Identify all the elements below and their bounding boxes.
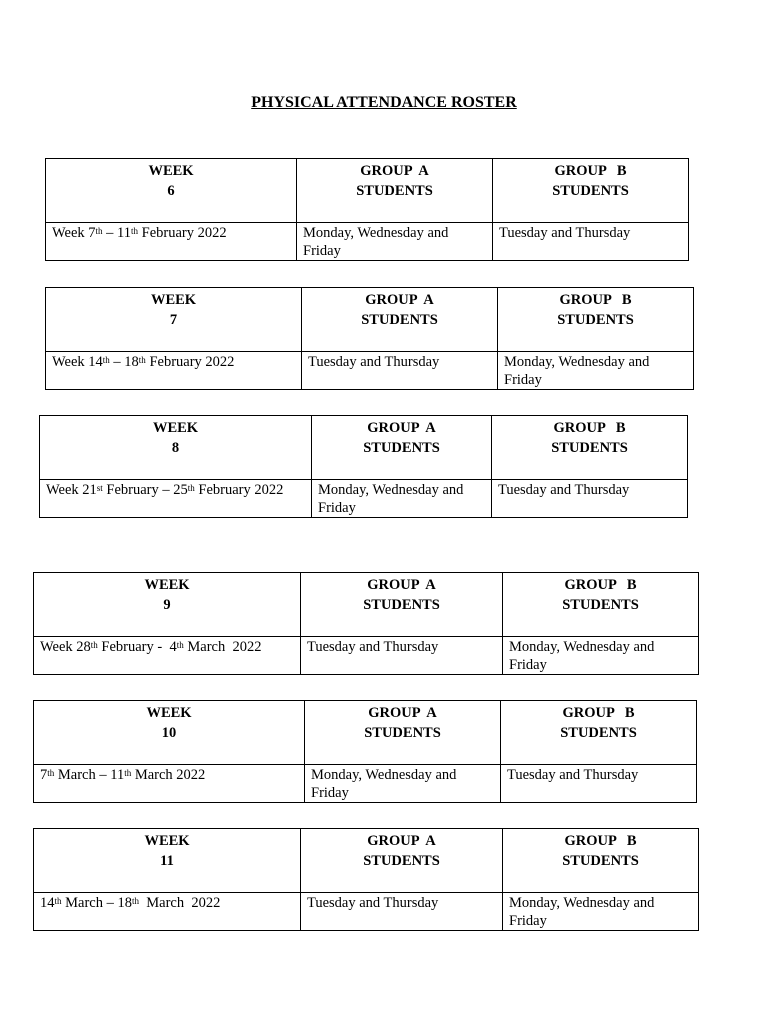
week-dates-cell: [46, 223, 297, 261]
header-row: [40, 416, 688, 480]
group-b-header-cell: [501, 701, 697, 765]
ordinal-suffix: th: [176, 640, 184, 650]
group-a-days-cell: Monday, Wednesday and Friday: [305, 765, 501, 803]
ordinal-suffix: st: [96, 483, 103, 493]
group-a-label: GROUP A: [365, 292, 434, 308]
week-header-cell: [46, 159, 297, 223]
header-row: [34, 573, 699, 637]
date-text: – 11: [102, 225, 132, 241]
group-b-header-cell: [492, 416, 688, 480]
page-title: PHYSICAL ATTENDANCE ROSTER: [251, 94, 517, 111]
week-header-cell: [34, 829, 301, 893]
group-a-header-cell: [312, 416, 492, 480]
ordinal-suffix: th: [131, 896, 139, 906]
date-text: March 2022: [139, 895, 221, 911]
week-number: 7: [169, 312, 178, 328]
group-b-header-cell: [503, 829, 699, 893]
group-b-days-cell: Monday, Wednesday and Friday: [503, 893, 699, 931]
schedule-row: [34, 765, 697, 803]
ordinal-suffix: th: [54, 896, 62, 906]
date-text: Week 21: [46, 482, 97, 498]
week-label: WEEK: [150, 292, 197, 308]
students-label: STUDENTS: [551, 440, 628, 456]
students-label: STUDENTS: [363, 597, 440, 613]
week-dates-cell: [46, 352, 302, 390]
students-label: STUDENTS: [363, 853, 440, 869]
week-header-cell: [46, 288, 302, 352]
group-b-header-cell: [493, 159, 689, 223]
students-label: STUDENTS: [552, 183, 629, 199]
group-a-label: GROUP A: [367, 420, 436, 436]
date-text: March – 11: [54, 767, 125, 783]
week-label: WEEK: [146, 705, 192, 721]
week-number: 11: [160, 853, 174, 869]
date-text: Week 14: [52, 354, 103, 370]
group-b-label: GROUP B: [559, 292, 632, 308]
week-number: 10: [161, 725, 177, 741]
students-label: STUDENTS: [361, 312, 438, 328]
date-text: – 18: [109, 354, 139, 370]
group-a-label: GROUP A: [360, 163, 429, 179]
group-b-days-cell: Monday, Wednesday and Friday: [503, 637, 699, 675]
group-b-header-cell: [498, 288, 694, 352]
week-label: WEEK: [152, 420, 199, 436]
group-a-header-cell: [302, 288, 498, 352]
group-b-label: GROUP B: [564, 577, 637, 593]
date-text: 7: [40, 767, 48, 783]
week-table: [45, 158, 689, 261]
date-text: Week 7: [52, 225, 96, 241]
date-text: February 2022: [194, 482, 284, 498]
students-label: STUDENTS: [562, 597, 639, 613]
group-b-days-cell: Tuesday and Thursday: [492, 480, 688, 518]
week-table: [33, 828, 699, 931]
week-label: WEEK: [144, 833, 190, 849]
date-text: 14: [40, 895, 55, 911]
week-number: 9: [163, 597, 171, 613]
students-label: STUDENTS: [363, 440, 440, 456]
group-b-days-cell: Monday, Wednesday and Friday: [498, 352, 694, 390]
date-text: March 2022: [131, 767, 206, 783]
students-label: STUDENTS: [557, 312, 634, 328]
date-text: February - 4: [97, 639, 177, 655]
group-b-label: GROUP B: [564, 833, 637, 849]
week-label: WEEK: [144, 577, 190, 593]
ordinal-suffix: th: [187, 483, 195, 493]
group-a-days-cell: Monday, Wednesday and Friday: [297, 223, 493, 261]
schedule-row: [34, 893, 699, 931]
week-table: [33, 572, 699, 675]
date-text: February – 25: [102, 482, 188, 498]
students-label: STUDENTS: [364, 725, 441, 741]
group-a-days-cell: Tuesday and Thursday: [301, 637, 503, 675]
group-a-label: GROUP A: [368, 705, 437, 721]
students-label: STUDENTS: [562, 853, 639, 869]
group-b-label: GROUP B: [554, 163, 627, 179]
schedule-row: [46, 352, 694, 390]
group-b-label: GROUP B: [562, 705, 635, 721]
header-row: [46, 159, 689, 223]
week-table: [33, 700, 697, 803]
date-text: Week 28: [40, 639, 91, 655]
week-dates-cell: [34, 765, 305, 803]
group-a-days-cell: Tuesday and Thursday: [301, 893, 503, 931]
week-header-cell: [34, 573, 301, 637]
date-text: February 2022: [145, 354, 235, 370]
ordinal-suffix: th: [124, 768, 132, 778]
group-a-header-cell: [305, 701, 501, 765]
ordinal-suffix: th: [95, 226, 103, 236]
group-b-days-cell: Tuesday and Thursday: [493, 223, 689, 261]
week-dates-cell: [40, 480, 312, 518]
week-dates-cell: [34, 637, 301, 675]
week-table: [45, 287, 694, 390]
students-label: STUDENTS: [356, 183, 433, 199]
week-dates-cell: [34, 893, 301, 931]
group-a-days-cell: Monday, Wednesday and Friday: [312, 480, 492, 518]
group-b-days-cell: Tuesday and Thursday: [501, 765, 697, 803]
group-b-header-cell: [503, 573, 699, 637]
week-header-cell: [34, 701, 305, 765]
week-label: WEEK: [148, 163, 194, 179]
date-text: March – 18: [61, 895, 132, 911]
group-a-header-cell: [301, 829, 503, 893]
students-label: STUDENTS: [560, 725, 637, 741]
date-text: March 2022: [183, 639, 262, 655]
header-row: [34, 701, 697, 765]
group-a-header-cell: [301, 573, 503, 637]
group-a-label: GROUP A: [367, 577, 436, 593]
week-number: 8: [171, 440, 180, 456]
week-number: 6: [167, 183, 175, 199]
week-table: [39, 415, 688, 518]
week-header-cell: [40, 416, 312, 480]
group-a-days-cell: Tuesday and Thursday: [302, 352, 498, 390]
group-a-label: GROUP A: [367, 833, 436, 849]
group-a-header-cell: [297, 159, 493, 223]
ordinal-suffix: th: [102, 355, 110, 365]
date-text: February 2022: [138, 225, 227, 241]
ordinal-suffix: th: [138, 355, 146, 365]
group-b-label: GROUP B: [553, 420, 626, 436]
header-row: [34, 829, 699, 893]
ordinal-suffix: th: [90, 640, 98, 650]
ordinal-suffix: th: [47, 768, 55, 778]
ordinal-suffix: th: [131, 226, 139, 236]
schedule-row: [40, 480, 688, 518]
schedule-row: [46, 223, 689, 261]
header-row: [46, 288, 694, 352]
schedule-row: [34, 637, 699, 675]
